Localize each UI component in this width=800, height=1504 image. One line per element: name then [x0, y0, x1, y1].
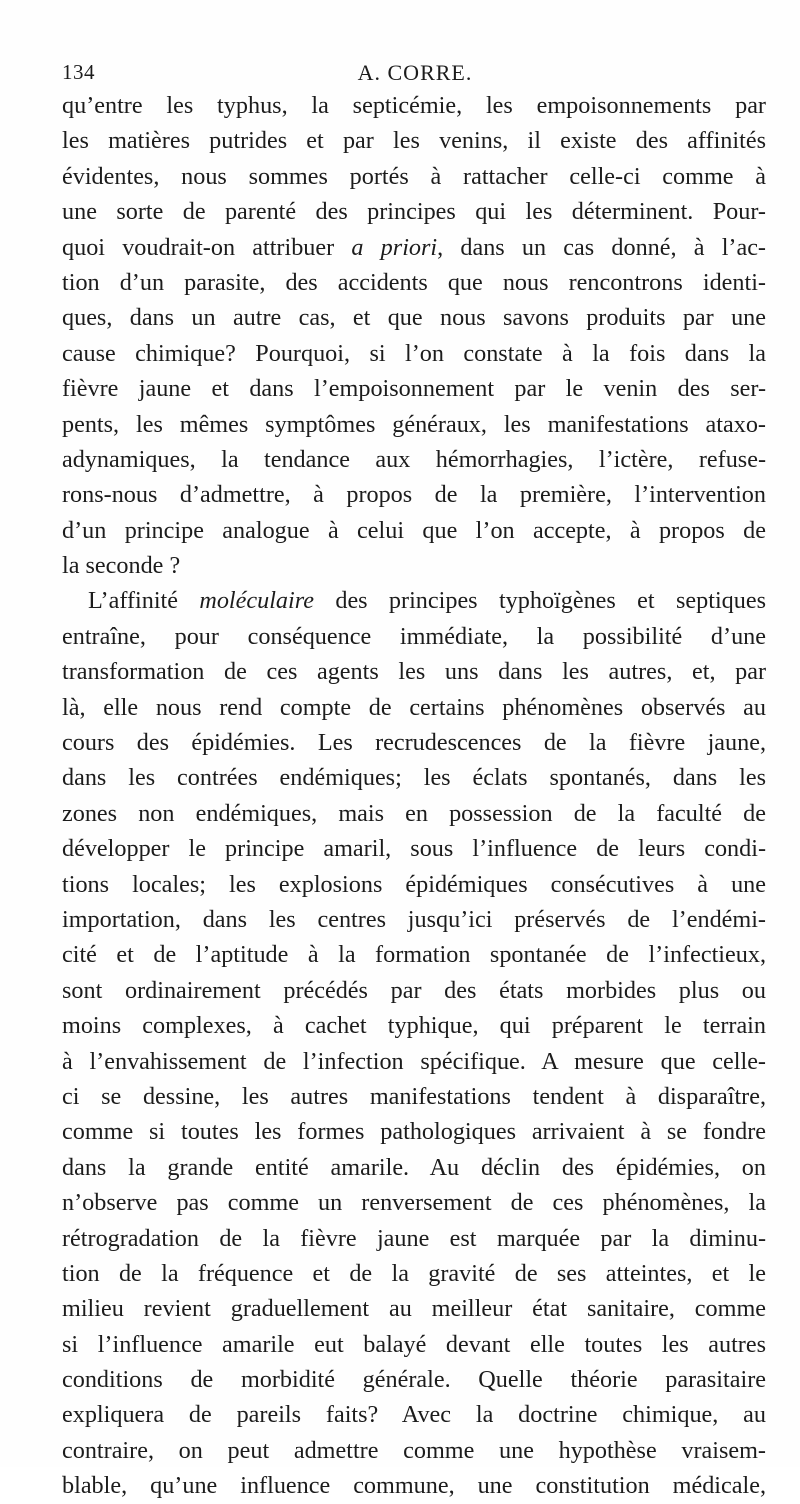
italic-term: a priori: [351, 233, 438, 261]
text-line: rons-nous d’admettre, à propos de la première, l’intervention: [62, 481, 766, 509]
text-line: si l’influence amarile eut balayé devant elle toutes les autres: [62, 1330, 766, 1358]
text-line: pents, les mêmes symptômes généraux, les manifestations ataxo-: [62, 410, 766, 438]
text-line: d’un principe analogue à celui que l’on accepte, à propos de: [62, 516, 766, 544]
text-line: moins complexes, à cachet typhique, qui préparent le terrain: [62, 1012, 766, 1040]
text-line: ques, dans un autre cas, et que nous savons produits par une: [62, 304, 766, 332]
text-line: la seconde ?: [62, 552, 181, 580]
text-segment: , dans un cas donné, à l’ac-: [437, 233, 766, 261]
text-line: tion de la fréquence et de la gravité de ses atteintes, et le: [62, 1259, 766, 1287]
text-segment: quoi voudrait-on attribuer: [62, 233, 352, 261]
paragraph: [62, 88, 766, 583]
text-line: blable, qu’une influence commune, une constitution médicale,: [62, 1472, 766, 1500]
text-line: qu’entre les typhus, la septicémie, les empoisonnements par: [62, 92, 766, 119]
text-line: dans les contrées endémiques; les éclats spontanés, dans les: [62, 764, 766, 792]
text-line: conditions de morbidité générale. Quelle théorie parasitaire: [62, 1366, 766, 1394]
paragraph: [62, 583, 766, 1503]
text-segment: des principes typhoïgènes et septiques: [314, 587, 766, 615]
text-line: importation, dans les centres jusqu’ici préservés de l’endémi-: [62, 905, 766, 933]
text-line: contraire, on peut admettre comme une hypothèse vraisem-: [62, 1436, 766, 1464]
page-header: [62, 52, 768, 88]
text-line: développer le principe amaril, sous l’influence de leurs condi-: [62, 835, 766, 863]
running-head: A. CORRE.: [357, 60, 473, 85]
text-line: milieu revient graduellement au meilleur état sanitaire, comme: [62, 1295, 766, 1323]
text-line: zones non endémiques, mais en possession de la faculté de: [62, 799, 766, 827]
body-text: [62, 88, 766, 1504]
text-segment: L’affinité: [88, 587, 200, 615]
text-line: fièvre jaune et dans l’empoisonnement par le venin des ser-: [62, 375, 766, 403]
text-line: [62, 583, 766, 618]
text-line: expliquera de pareils faits? Avec la doctrine chimique, au: [62, 1401, 766, 1429]
text-line: tions locales; les explosions épidémiques consécutives à une: [62, 870, 766, 898]
text-line: là, elle nous rend compte de certains phénomènes observés au: [62, 693, 766, 721]
text-line: tion d’un parasite, des accidents que nous rencontrons identi-: [62, 268, 766, 296]
text-line: cause chimique? Pourquoi, si l’on constate à la fois dans la: [62, 339, 766, 367]
text-line: les matières putrides et par les venins, il existe des affinités: [62, 127, 766, 155]
text-line: n’observe pas comme un renversement de ces phénomènes, la: [62, 1189, 766, 1217]
text-line: ci se dessine, les autres manifestations tendent à disparaître,: [62, 1082, 766, 1110]
page-number: 134: [62, 60, 95, 84]
text-line: dans la grande entité amarile. Au déclin des épidémies, on: [62, 1153, 766, 1181]
text-line: adynamiques, la tendance aux hémorrhagies, l’ictère, refuse-: [62, 445, 766, 473]
text-line: à l’envahissement de l’infection spécifique. A mesure que celle-: [62, 1047, 766, 1075]
text-line: une sorte de parenté des principes qui les déterminent. Pour-: [62, 198, 766, 226]
text-line: sont ordinairement précédés par des états morbides plus ou: [62, 976, 766, 1004]
italic-term: moléculaire: [199, 587, 314, 615]
text-line: transformation de ces agents les uns dans les autres, et, par: [62, 658, 766, 686]
text-line: cours des épidémies. Les recrudescences de la fièvre jaune,: [62, 729, 766, 757]
text-line: évidentes, nous sommes portés à rattacher celle-ci comme à: [62, 162, 766, 190]
text-line: [62, 230, 766, 265]
text-line: rétrogradation de la fièvre jaune est marquée par la diminu-: [62, 1224, 766, 1252]
text-line: comme si toutes les formes pathologiques arrivaient à se fondre: [62, 1118, 766, 1146]
text-line: cité et de l’aptitude à la formation spontanée de l’infectieux,: [62, 941, 766, 969]
text-line: entraîne, pour conséquence immédiate, la possibilité d’une: [62, 622, 766, 650]
